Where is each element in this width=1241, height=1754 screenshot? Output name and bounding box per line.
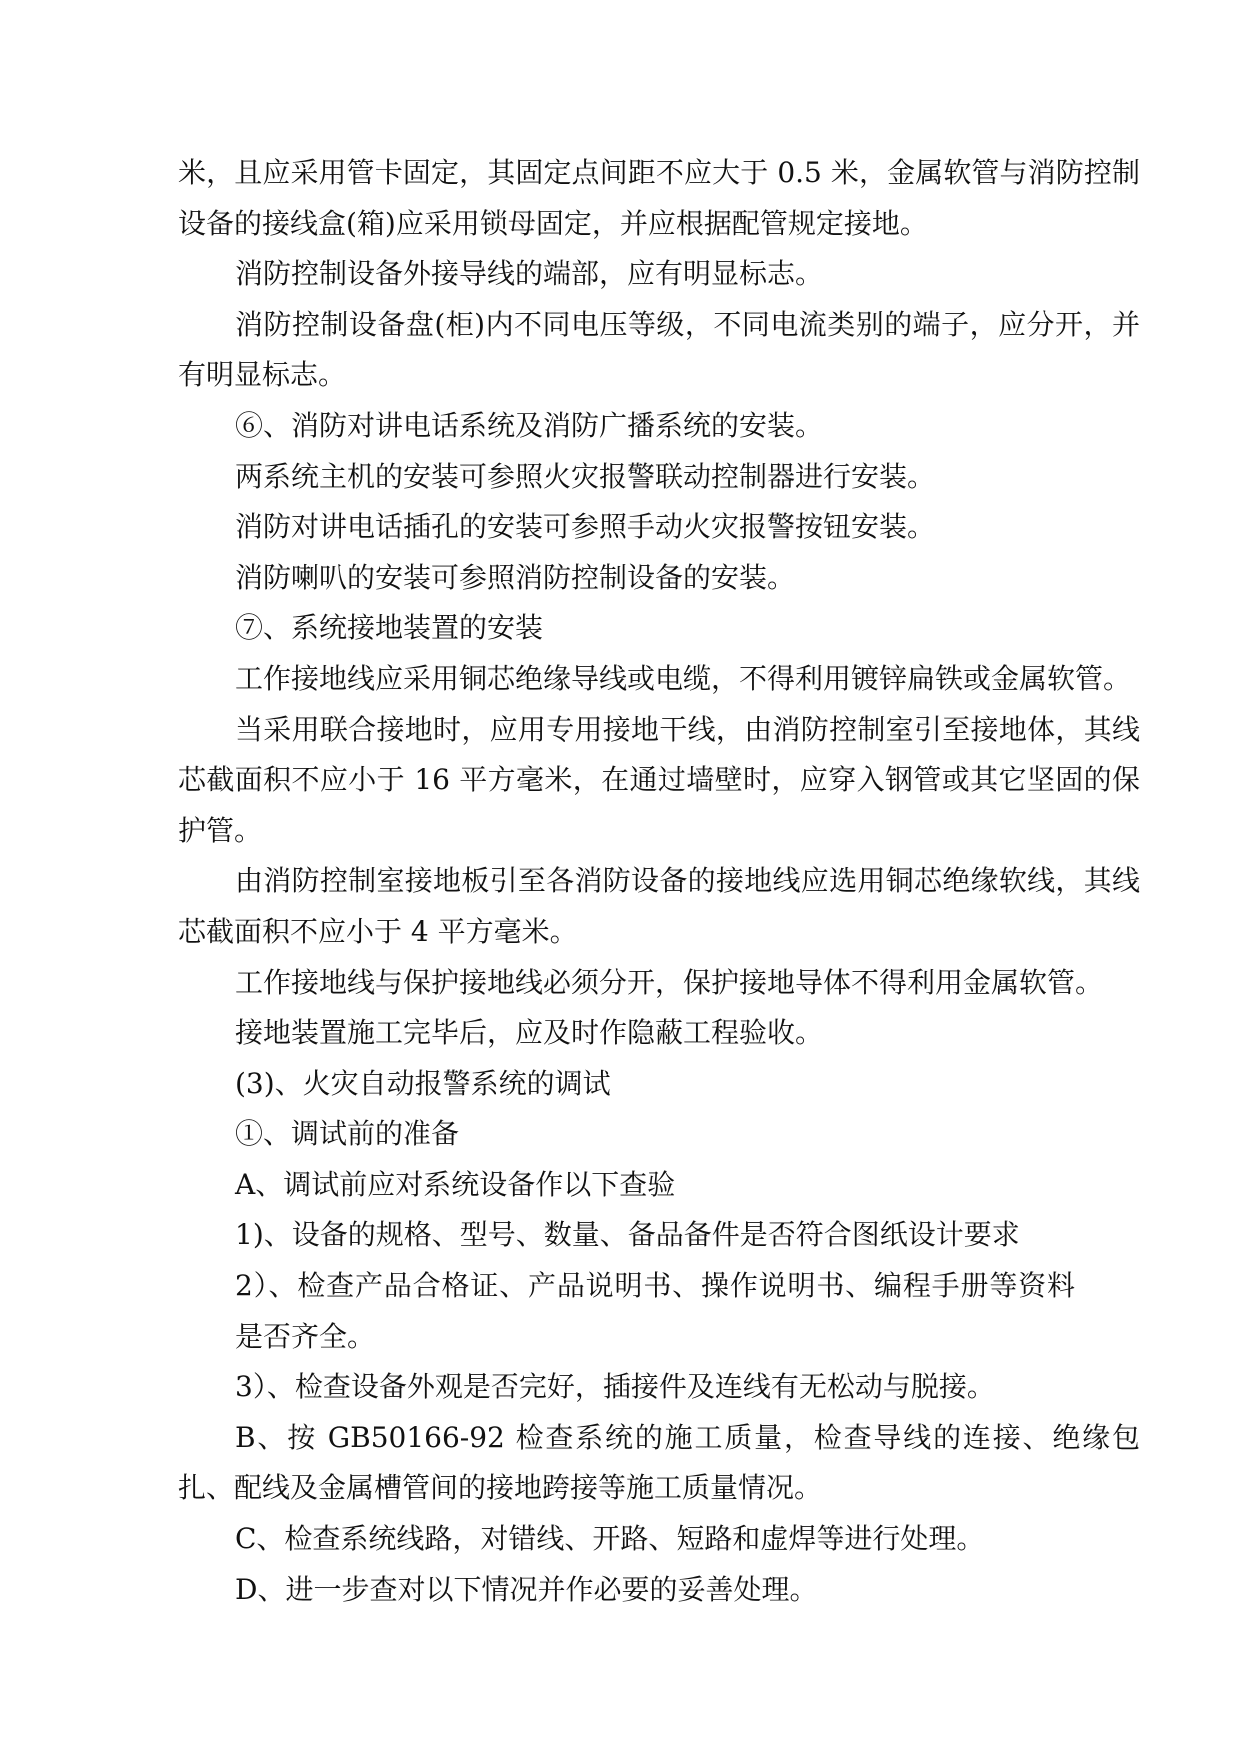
paragraph-speaker: 消防喇叭的安装可参照消防控制设备的安装。: [235, 560, 796, 594]
heading-intercom-broadcast: ⑥、消防对讲电话系统及消防广播系统的安装。: [235, 408, 824, 442]
heading-preparation: ①、调试前的准备: [235, 1117, 460, 1151]
item-b-quality: B、按 GB50166-92 检查系统的施工质量，检查导线的连接、绝缘包扎、配线及金属槽管间的接地跨接等施工质量情况。: [178, 1420, 1140, 1505]
item-c-lines: C、检查系统线路，对错线、开路、短路和虚焊等进行处理。: [235, 1522, 985, 1556]
paragraph-joint-grounding: 当采用联合接地时，应用专用接地干线，由消防控制室引至接地体，其线芯截面积不应小于 16 平方毫米，在通过墙壁时，应穿入钢管或其它坚固的保护管。: [178, 712, 1140, 847]
paragraph-conduit-fixing: 米，且应采用管卡固定，其固定点间距不应大于 0.5 米，金属软管与消防控制设备的接线盒(箱)应采用锁母固定，并应根据配管规定接地。: [178, 156, 1140, 240]
item-d-further-check: D、进一步查对以下情况并作必要的妥善处理。: [235, 1572, 818, 1606]
paragraph-ground-plate: 由消防控制室接地板引至各消防设备的接地线应选用铜芯绝缘软线，其线芯截面积不应小于 4 平方毫米。: [178, 864, 1140, 948]
paragraph-work-ground-wire: 工作接地线应采用铜芯绝缘导线或电缆，不得利用镀锌扁铁或金属软管。: [235, 661, 1132, 695]
paragraph-hidden-inspection: 接地装置施工完毕后，应及时作隐蔽工程验收。: [235, 1016, 824, 1050]
paragraph-terminal-separation: 消防控制设备盘(柜)内不同电压等级，不同电流类别的端子，应分开，并有明显标志。: [178, 307, 1140, 392]
paragraph-phone-jack: 消防对讲电话插孔的安装可参照手动火灾报警按钮安装。: [235, 510, 936, 544]
heading-system-debugging: (3)、火灾自动报警系统的调试: [235, 1066, 611, 1100]
heading-grounding: ⑦、系统接地装置的安装: [235, 611, 544, 645]
item-1-specs: 1)、设备的规格、型号、数量、备品备件是否符合图纸设计要求: [235, 1218, 1020, 1252]
item-2-documents: 2）、检查产品合格证、产品说明书、操作说明书、编程手册等资料是否齐全。: [235, 1269, 1075, 1353]
document-body: [178, 148, 1140, 1615]
paragraph-separate-ground: 工作接地线与保护接地线必须分开，保护接地导体不得利用金属软管。: [235, 965, 1104, 999]
paragraph-host-installation: 两系统主机的安装可参照火灾报警联动控制器进行安装。: [235, 459, 936, 493]
paragraph-wire-end-marking: 消防控制设备外接导线的端部，应有明显标志。: [235, 257, 824, 291]
item-3-appearance: 3）、检查设备外观是否完好，插接件及连线有无松动与脱接。: [235, 1370, 995, 1404]
item-a-inspection: A、调试前应对系统设备作以下查验: [235, 1167, 676, 1201]
